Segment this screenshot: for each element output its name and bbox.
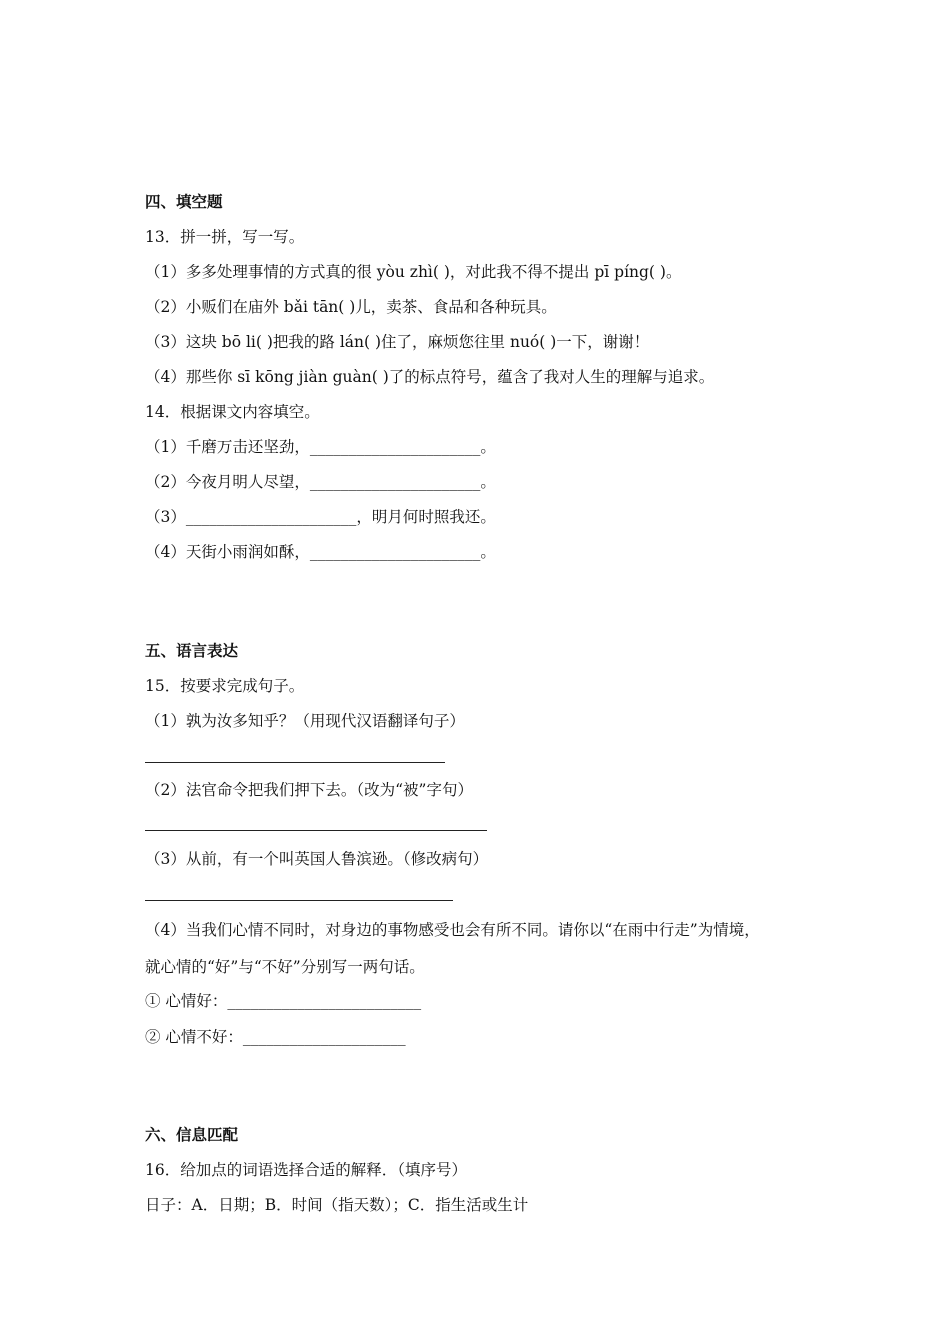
question-15-item-4: （4）当我们心情不同时，对身边的事物感受也会有所不同。请你以“在雨中行走”为情境， bbox=[145, 921, 760, 939]
question-15-title: 15．按要求完成句子。 bbox=[145, 677, 305, 695]
question-14-item-1: （1）千磨万击还坚劲，______________________。 bbox=[145, 438, 496, 456]
section-heading-info-matching: 六、信息匹配 bbox=[145, 1125, 239, 1144]
answer-line-3 bbox=[145, 900, 453, 901]
question-15-item-3: （3）从前，有一个叫英国人鲁滨逊。（修改病句） bbox=[145, 850, 489, 868]
question-16-title: 16．给加点的词语选择合适的解释．（填序号） bbox=[145, 1161, 467, 1179]
question-15-good-mood: ① 心情好：_________________________ bbox=[145, 992, 422, 1010]
question-13-title: 13．拼一拼，写一写。 bbox=[145, 228, 305, 246]
answer-line-2 bbox=[145, 830, 487, 831]
question-16-definitions: 日子：A．日期；B．时间（指天数）；C．指生活或生计 bbox=[145, 1196, 529, 1214]
section-heading-language-expression: 五、语言表达 bbox=[145, 641, 239, 660]
question-15-bad-mood: ② 心情不好：_____________________ bbox=[145, 1028, 406, 1046]
question-14-title: 14．根据课文内容填空。 bbox=[145, 403, 320, 421]
answer-line-1 bbox=[145, 762, 445, 763]
question-15-item-4-continued: 就心情的“好”与“不好”分别写一两句话。 bbox=[145, 958, 425, 976]
question-14-item-4: （4）天街小雨润如酥，______________________。 bbox=[145, 543, 496, 561]
question-13-item-2: （2）小贩们在庙外 bǎi tān( )儿，卖茶、食品和各种玩具。 bbox=[145, 298, 557, 316]
question-13-item-3: （3）这块 bō li( )把我的路 lán( )住了，麻烦您往里 nuó( )一下，谢谢！ bbox=[145, 333, 650, 351]
question-15-item-2: （2）法官命令把我们押下去。（改为“被”字句） bbox=[145, 781, 473, 799]
question-14-item-2: （2）今夜月明人尽望，______________________。 bbox=[145, 473, 496, 491]
question-13-item-1: （1）多多处理事情的方式真的很 yòu zhì( )，对此我不得不提出 pī píng( )。 bbox=[145, 263, 682, 281]
section-heading-fill-blank: 四、填空题 bbox=[145, 192, 223, 211]
question-15-item-1: （1）孰为汝多知乎？（用现代汉语翻译句子） bbox=[145, 712, 465, 730]
question-13-item-4: （4）那些你 sī kōng jiàn guàn( )了的标点符号，蕴含了我对人生的理解与追求。 bbox=[145, 368, 715, 386]
question-14-item-3: （3）______________________，明月何时照我还。 bbox=[145, 508, 496, 526]
